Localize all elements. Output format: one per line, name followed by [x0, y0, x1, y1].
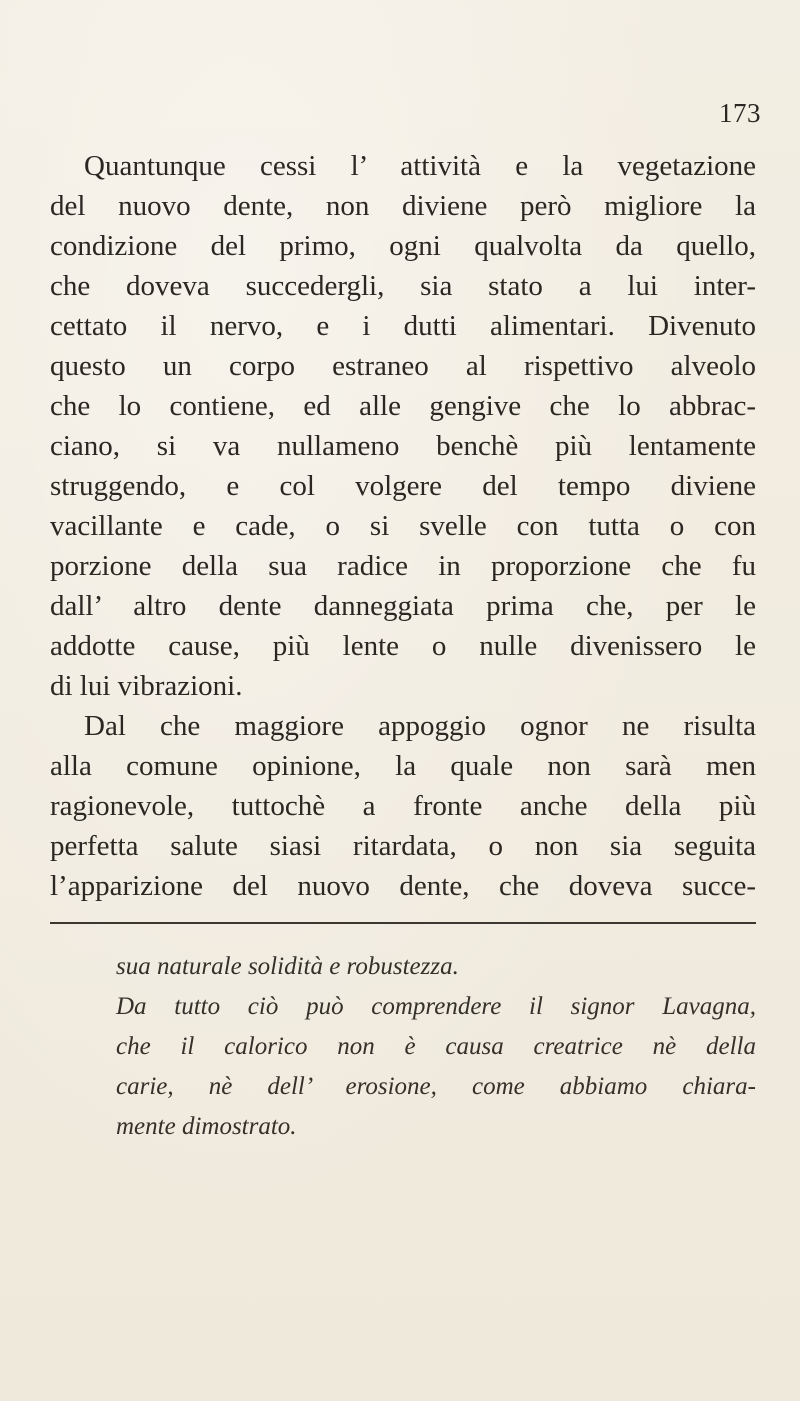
body-line: cettato il nervo, e i dutti alimentari. Divenuto — [50, 310, 756, 342]
body-line: porzione della sua radice in proporzione che fu — [50, 550, 756, 582]
body-line: vacillante e cade, o si svelle con tutta o con — [50, 510, 756, 542]
body-line: perfetta salute siasi ritardata, o non sia seguita — [50, 830, 756, 862]
footnote-line: carie, nè dell’ erosione, come abbiamo chiara- — [116, 1073, 756, 1100]
body-line: questo un corpo estraneo al rispettivo alveolo — [50, 350, 756, 382]
body-line: ragionevole, tuttochè a fronte anche della più — [50, 790, 756, 822]
footnote-line: sua naturale solidità e robustezza. — [116, 953, 459, 980]
body-line: struggendo, e col volgere del tempo diviene — [50, 470, 756, 502]
page-number: 173 — [719, 98, 761, 128]
body-line: che doveva succedergli, sia stato a lui inter- — [50, 270, 756, 302]
body-line: del nuovo dente, non diviene però migliore la — [50, 190, 756, 222]
footnote-line: Da tutto ciò può comprendere il signor Lavagna, — [116, 993, 756, 1020]
body-line: addotte cause, più lente o nulle divenissero le — [50, 630, 756, 662]
body-line: Dal che maggiore appoggio ognor ne risulta — [84, 710, 756, 742]
footnote-line: mente dimostrato. — [116, 1113, 297, 1140]
body-line: dall’ altro dente danneggiata prima che, per le — [50, 590, 756, 622]
body-line: che lo contiene, ed alle gengive che lo abbrac- — [50, 390, 756, 422]
footnote-line: che il calorico non è causa creatrice nè della — [116, 1033, 756, 1060]
body-line: di lui vibrazioni. — [50, 670, 243, 702]
body-line: ciano, si va nullameno benchè più lentamente — [50, 430, 756, 462]
footnote-separator-rule — [50, 922, 756, 924]
body-line: condizione del primo, ogni qualvolta da quello, — [50, 230, 756, 262]
body-line: l’apparizione del nuovo dente, che doveva succe- — [50, 870, 756, 902]
body-line: Quantunque cessi l’ attività e la vegetazione — [84, 150, 756, 182]
body-line: alla comune opinione, la quale non sarà men — [50, 750, 756, 782]
